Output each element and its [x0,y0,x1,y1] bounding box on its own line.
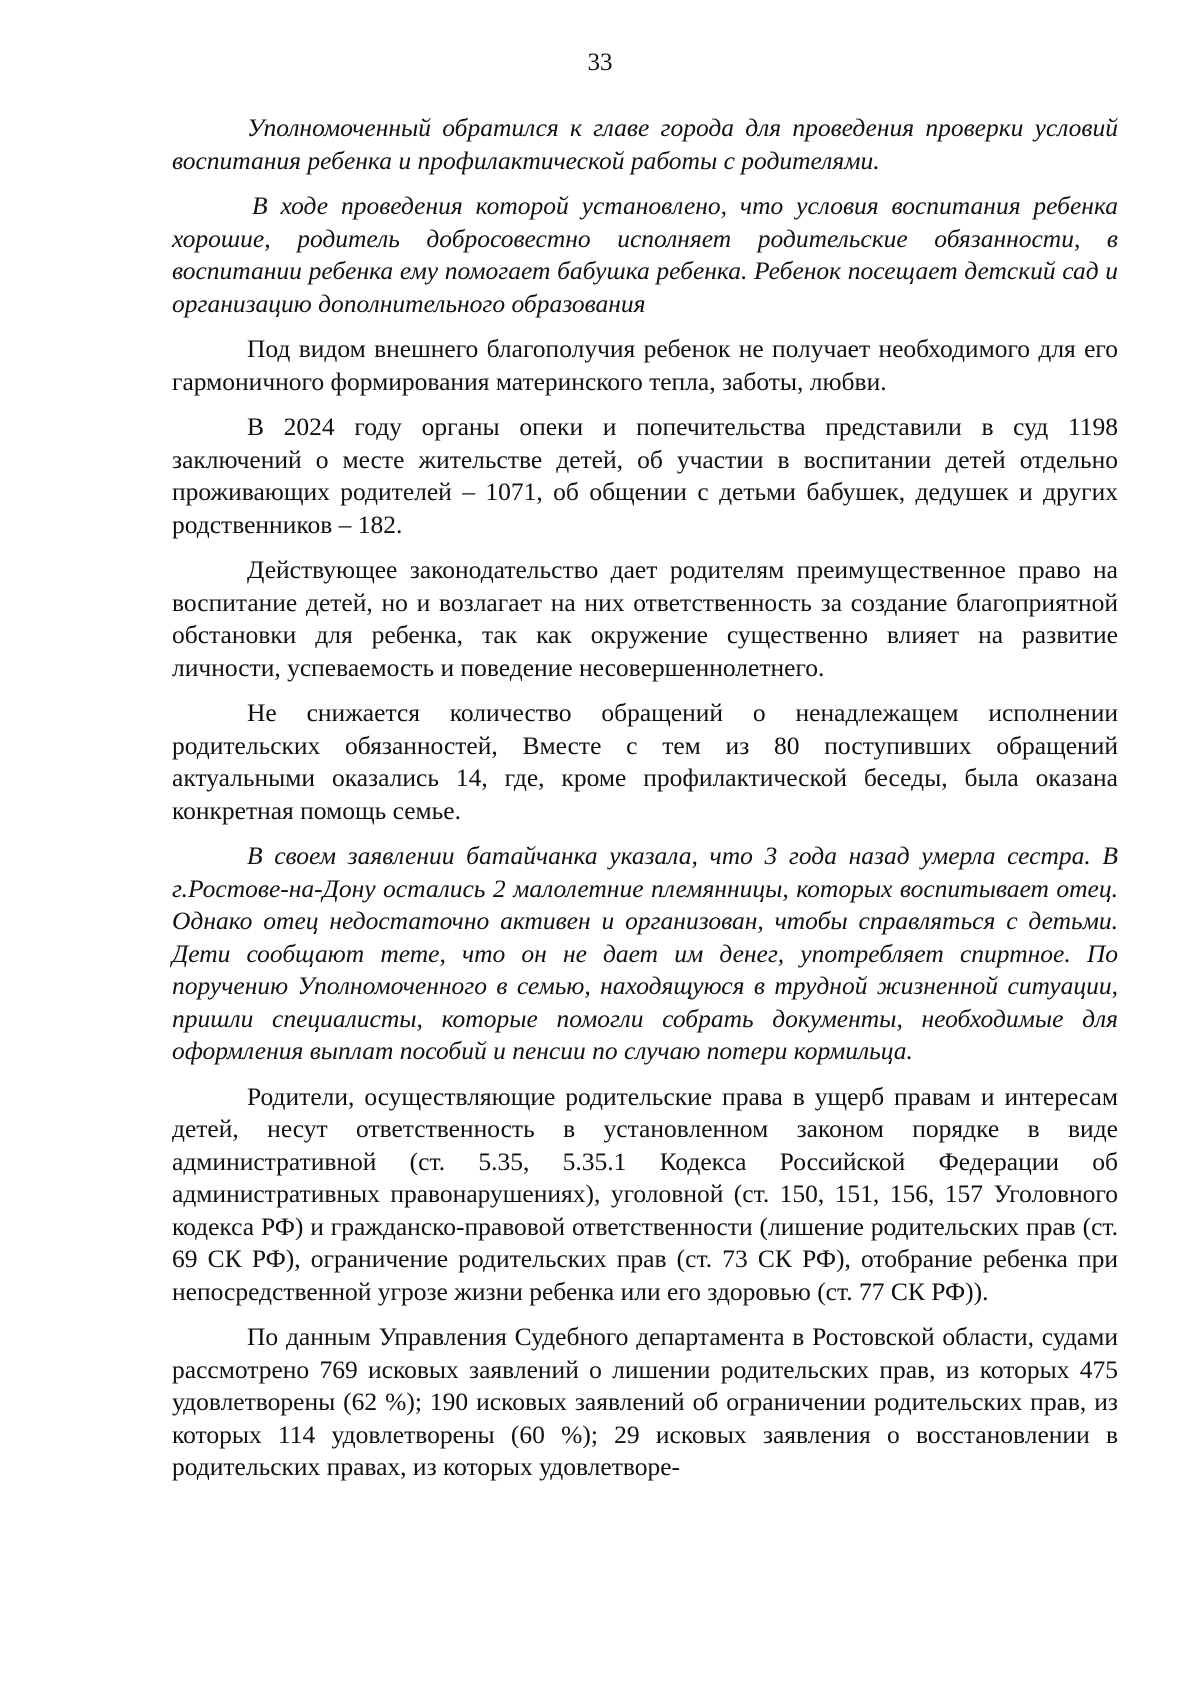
paragraph-italic-ombudsman-request: Уполномоченный обратился к главе города для проведения проверки условий воспитания ребенка и профилактической работы с родителями. [172,113,1118,175]
paragraph-parental-rights-law: Действующее законодательство дает родителям преимущественное право на воспитание детей, но и возлагает на них ответственность за создание благоприятной обстановки для ребенка, так как окружение существенно влияет на развитие личности, успеваемость и поведение несовершеннолетнего. [172,555,1118,682]
paragraph-guardianship-statistics: В 2024 году органы опеки и попечительства представили в суд 1198 заключений о месте жительстве детей, об участии в воспитании детей отдельно проживающих родителей – 1071, об общении с детьми бабушек, дедушек и других родственников – 182. [172,412,1118,539]
page-number: 33 [587,49,613,76]
document-body [172,112,1118,1484]
paragraph-italic-inspection-result: В ходе проведения которой установлено, что условия воспитания ребенка хорошие, родитель добросовестно исполняет родительские обязанности, в воспитании ребенка ему помогает бабушка ребенка. Ребенок посещает детский сад и организацию дополнительного образования [172,191,1118,318]
paragraph-italic-case-example: В своем заявлении батайчанка указала, что 3 года назад умерла сестра. В г.Ростове-на-Дону остались 2 малолетние племянницы, которых воспитывает отец. Однако отец недостаточно активен и организован, чтобы справляться с детьми. Дети сообщают тете, что он не дает им денег, употребляет спиртное. По поручению Уполномоченного в семью, находящуюся в трудной жизненной ситуации, пришли специалисты, которые помогли собрать документы, необходимые для оформления выплат пособий и пенсии по случаю потери кормильца. [172,841,1118,1065]
paragraph-court-statistics: По данным Управления Судебного департамента в Ростовской области, судами рассмотрено 769 исковых заявлений о лишении родительских прав, из которых 475 удовлетворены (62 %); 190 исковых заявлений об ограничении родительских прав, из которых 114 удовлетворены (60 %); 29 исковых заявления о восстановлении в родительских правах, из которых удовлетворе- [172,1322,1118,1481]
paragraph-complaints-count: Не снижается количество обращений о ненадлежащем исполнении родительских обязанностей, Вместе с тем из 80 поступивших обращений актуальными оказались 14, где, кроме профилактической беседы, была оказана конкретная помощь семье. [172,698,1118,825]
paragraph-parental-liability: Родители, осуществляющие родительские права в ущерб правам и интересам детей, несут ответственность в установленном законом порядке в виде административной (ст. 5.35, 5.35.1 Кодекса Российской Федерации об административных правонарушениях), уголовной (ст. 150, 151, 156, 157 Уголовного кодекса РФ) и гражданско-правовой ответственности (лишение родительских прав (ст. 69 СК РФ), ограничение родительских прав (ст. 73 СК РФ), отобрание ребенка при непосредственной угрозе жизни ребенка или его здоровью (ст. 77 СК РФ)). [172,1081,1118,1306]
paragraph-external-wellbeing: Под видом внешнего благополучия ребенок не получает необходимого для его гармоничного формирования материнского тепла, заботы, любви. [172,334,1118,396]
